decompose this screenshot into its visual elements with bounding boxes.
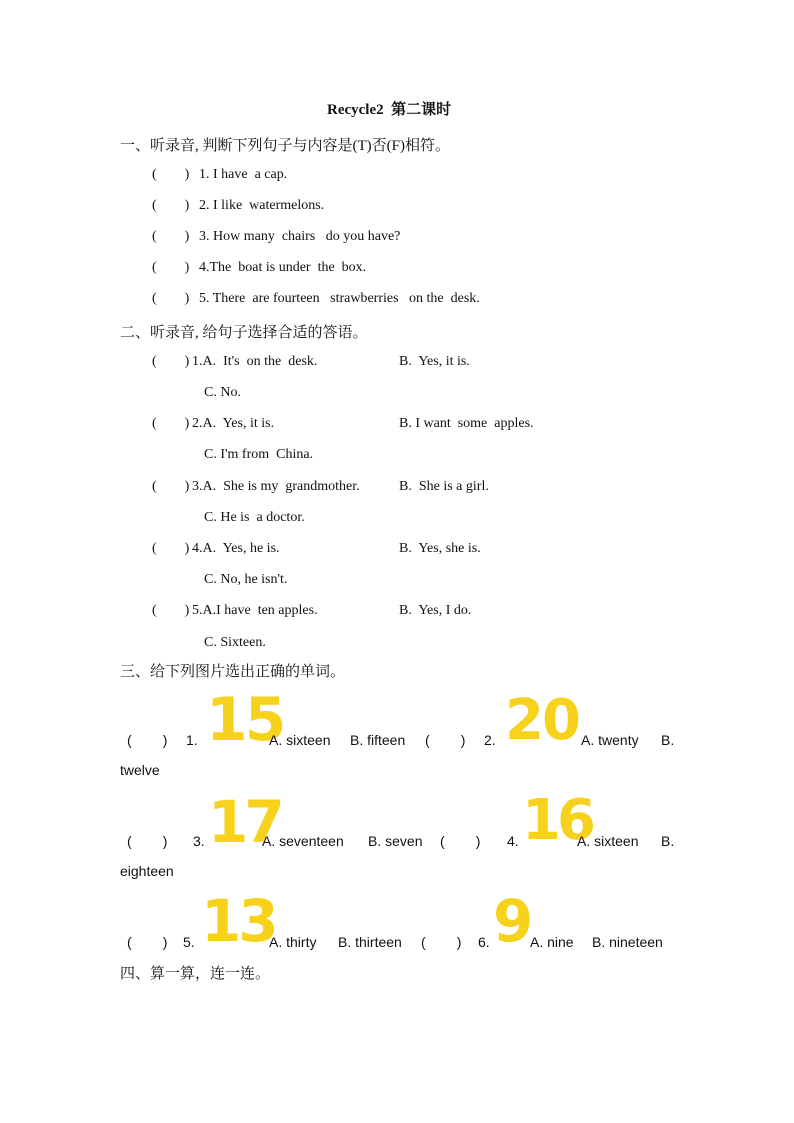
part2-q5-option-a: 5.A.I have ten apples. bbox=[192, 603, 318, 618]
part3-q4-option-b: B. bbox=[661, 833, 675, 849]
part2-q2-option-a: 2.A. Yes, it is. bbox=[192, 416, 275, 431]
number-picture-15: 15 bbox=[206, 685, 284, 755]
part3-q5-option-b: B. thirteen bbox=[338, 934, 402, 950]
part2-q1-option-b: B. Yes, it is. bbox=[399, 354, 470, 369]
page-title: Recycle2 第二课时 bbox=[327, 102, 452, 118]
part2-q5-option-c: C. Sixteen. bbox=[204, 635, 266, 650]
part2-q2-option-b: B. I want some apples. bbox=[399, 416, 534, 431]
number-picture-9: 9 bbox=[493, 887, 534, 955]
part1-question-4: 4.The boat is under the box. bbox=[199, 260, 367, 275]
part2-q4-option-c: C. No, he isn't. bbox=[204, 572, 288, 587]
part2-q3-option-b: B. She is a girl. bbox=[399, 479, 489, 494]
part3-answer-blank-2[interactable]: ( ) bbox=[425, 732, 466, 748]
part3-q3-number: 3. bbox=[193, 833, 205, 849]
number-picture-13: 13 bbox=[201, 887, 276, 955]
part2-q4-option-a: 4.A. Yes, he is. bbox=[192, 541, 280, 556]
part1-answer-blank-3[interactable]: ( ) bbox=[152, 229, 190, 244]
part2-answer-blank-1[interactable]: ( ) bbox=[152, 354, 190, 369]
part3-q1-option-a: A. sixteen bbox=[269, 732, 331, 748]
part3-q6-option-a: A. nine bbox=[530, 934, 574, 950]
part2-answer-blank-5[interactable]: ( ) bbox=[152, 603, 190, 618]
part3-q3-option-a: A. seventeen bbox=[262, 833, 344, 849]
part3-answer-blank-5[interactable]: ( ) bbox=[127, 934, 168, 950]
part1-answer-blank-5[interactable]: ( ) bbox=[152, 291, 190, 306]
number-picture-16: 16 bbox=[522, 788, 592, 853]
part2-q2-option-c: C. I'm from China. bbox=[204, 447, 314, 462]
number-picture-20: 20 bbox=[505, 688, 579, 753]
part3-answer-blank-4[interactable]: ( ) bbox=[440, 833, 481, 849]
part3-q4-option-b-wrap: eighteen bbox=[120, 863, 174, 879]
part3-q2-option-b: B. bbox=[661, 732, 675, 748]
part3-heading: 三、给下列图片选出正确的单词。 bbox=[120, 664, 346, 680]
part2-heading: 二、听录音, 给句子选择合适的答语。 bbox=[120, 325, 368, 341]
part2-answer-blank-2[interactable]: ( ) bbox=[152, 416, 190, 431]
part3-q1-number: 1. bbox=[186, 732, 198, 748]
part3-answer-blank-6[interactable]: ( ) bbox=[421, 934, 462, 950]
part2-answer-blank-3[interactable]: ( ) bbox=[152, 479, 190, 494]
part3-q5-option-a: A. thirty bbox=[269, 934, 317, 950]
part2-q1-option-c: C. No. bbox=[204, 385, 241, 400]
part2-q3-option-a: 3.A. She is my grandmother. bbox=[192, 479, 360, 494]
part3-q4-option-a: A. sixteen bbox=[577, 833, 639, 849]
part1-question-3: 3. How many chairs do you have? bbox=[199, 229, 401, 244]
part1-answer-blank-2[interactable]: ( ) bbox=[152, 198, 190, 213]
part3-q6-number: 6. bbox=[478, 934, 490, 950]
part3-q2-option-a: A. twenty bbox=[581, 732, 639, 748]
number-picture-17: 17 bbox=[208, 788, 281, 856]
part2-q1-option-a: 1.A. It's on the desk. bbox=[192, 354, 318, 369]
part2-answer-blank-4[interactable]: ( ) bbox=[152, 541, 190, 556]
part2-q4-option-b: B. Yes, she is. bbox=[399, 541, 481, 556]
part4-heading: 四、算一算，连一连。 bbox=[120, 966, 271, 982]
part3-q1-option-b: B. fifteen bbox=[350, 732, 406, 748]
part3-q4-number: 4. bbox=[507, 833, 519, 849]
part1-question-2: 2. I like watermelons. bbox=[199, 198, 325, 213]
part1-heading: 一、听录音, 判断下列句子与内容是(T)否(F)相符。 bbox=[120, 138, 450, 154]
part3-q3-option-b: B. seven bbox=[368, 833, 423, 849]
part3-answer-blank-3[interactable]: ( ) bbox=[127, 833, 168, 849]
part1-question-1: 1. I have a cap. bbox=[199, 167, 288, 182]
part2-q5-option-b: B. Yes, I do. bbox=[399, 603, 472, 618]
part3-q5-number: 5. bbox=[183, 934, 195, 950]
part1-answer-blank-1[interactable]: ( ) bbox=[152, 167, 190, 182]
part3-q6-option-b: B. nineteen bbox=[592, 934, 663, 950]
part1-answer-blank-4[interactable]: ( ) bbox=[152, 260, 190, 275]
part2-q3-option-c: C. He is a doctor. bbox=[204, 510, 305, 525]
part1-question-5: 5. There are fourteen strawberries on the desk. bbox=[199, 291, 480, 306]
part3-q2-number: 2. bbox=[484, 732, 496, 748]
part3-q2-option-b-wrap: twelve bbox=[120, 762, 160, 778]
part3-answer-blank-1[interactable]: ( ) bbox=[127, 732, 168, 748]
